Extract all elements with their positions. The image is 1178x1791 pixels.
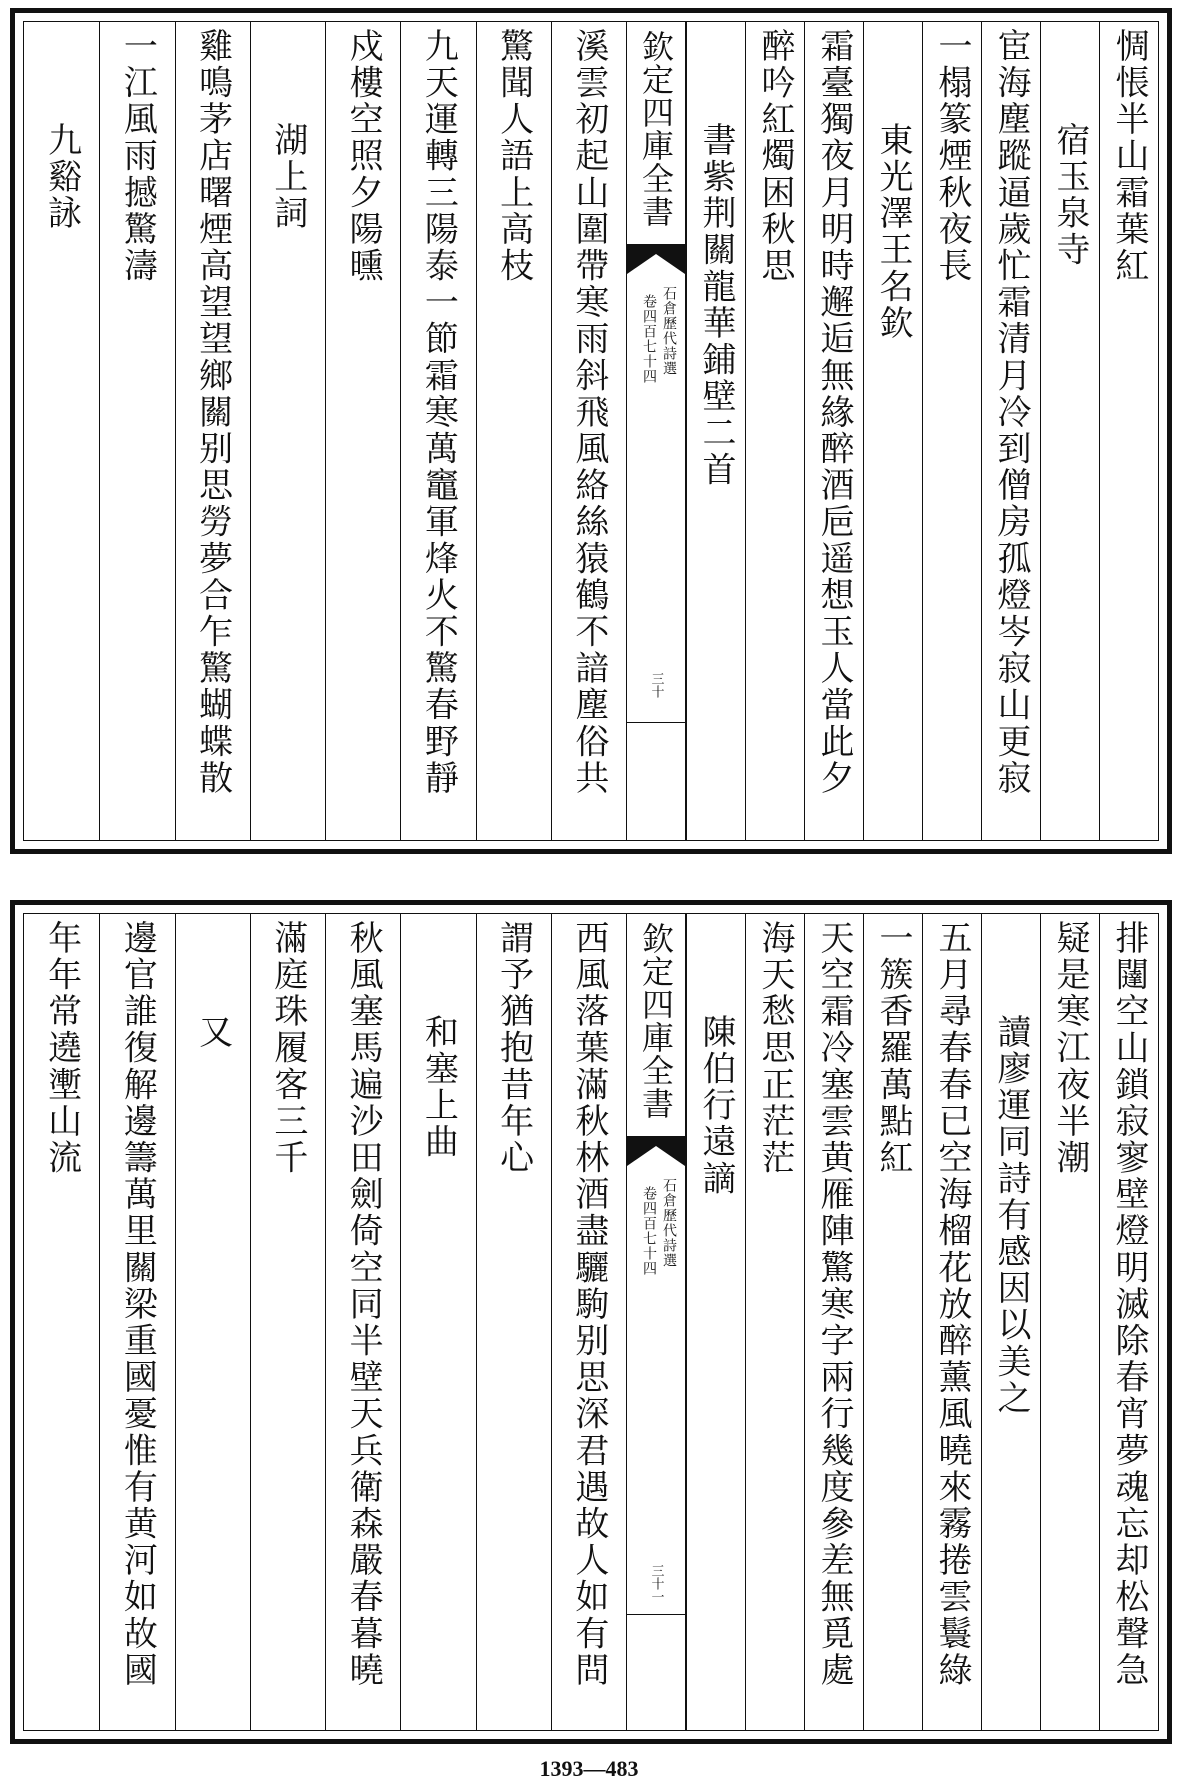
column-text: 一江風雨撼驚濤 bbox=[117, 28, 158, 285]
column-text: 滿庭珠履客三千 bbox=[267, 920, 308, 1177]
column-text: 雞鳴茅店曙煙高望望鄉關别思勞夢合乍驚蝴蝶散 bbox=[192, 28, 233, 797]
fishtail-mark-icon bbox=[627, 1136, 685, 1166]
text-column bbox=[99, 914, 174, 1730]
text-column bbox=[175, 914, 250, 1730]
text-column bbox=[175, 22, 250, 840]
text-column bbox=[686, 22, 745, 840]
top-page bbox=[10, 8, 1172, 854]
column-text: 和塞上曲 bbox=[418, 1014, 459, 1161]
text-column bbox=[99, 22, 174, 840]
text-column bbox=[400, 914, 475, 1730]
text-column bbox=[400, 22, 475, 840]
column-text: 戍樓空照夕陽曛 bbox=[343, 28, 384, 285]
column-text: 又 bbox=[192, 1014, 233, 1051]
column-text: 西風落葉滿秋林酒盡驪駒别思深君遇故人如有問 bbox=[568, 920, 609, 1689]
page-number: 三十 bbox=[648, 672, 664, 698]
book-title: 欽定四庫全書 bbox=[637, 30, 675, 228]
text-column bbox=[804, 22, 863, 840]
page-footer-number: 1393—483 bbox=[539, 1756, 639, 1781]
text-column bbox=[1099, 914, 1158, 1730]
column-text: 驚聞人語上高枝 bbox=[493, 28, 534, 285]
column-text: 醉吟紅燭困秋思 bbox=[755, 28, 795, 285]
column-text: 讀廖運同詩有感因以美之 bbox=[991, 1014, 1031, 1417]
column-text: 疑是寒江夜半潮 bbox=[1050, 920, 1090, 1177]
fishtail-center-column bbox=[626, 914, 686, 1730]
text-column bbox=[1040, 22, 1099, 840]
text-column bbox=[981, 914, 1040, 1730]
column-text: 九天運轉三陽泰一節霜寒萬竈軍烽火不驚春野靜 bbox=[418, 28, 459, 797]
column-text: 海天愁思正茫茫 bbox=[755, 920, 795, 1177]
column-text: 秋風塞馬遍沙田劍倚空同半壁天兵衛森嚴春暮曉 bbox=[343, 920, 384, 1689]
column-text: 邊官誰復解邊籌萬里關梁重國憂惟有黄河如故國 bbox=[117, 920, 158, 1689]
column-text: 排闥空山鎖寂寥壁燈明滅除春宵夢魂忘却松聲急 bbox=[1109, 920, 1149, 1689]
column-text: 惆悵半山霜葉紅 bbox=[1109, 28, 1149, 285]
column-text: 九谿詠 bbox=[41, 122, 82, 232]
column-text: 陳伯行遠謫 bbox=[696, 1014, 736, 1197]
text-column bbox=[863, 22, 922, 840]
collection-name: 石倉歷代詩選 bbox=[661, 286, 677, 376]
column-text: 宿玉泉寺 bbox=[1050, 122, 1090, 269]
column-text: 一榻篆煙秋夜長 bbox=[932, 28, 972, 285]
column-text: 溪雲初起山圍帶寒雨斜飛風絡絲猿鶴不諳塵俗共 bbox=[568, 28, 609, 797]
bottom-page bbox=[10, 900, 1172, 1744]
text-column bbox=[24, 914, 99, 1730]
text-column bbox=[325, 914, 400, 1730]
fishtail-center-column bbox=[626, 22, 686, 840]
text-column bbox=[551, 22, 626, 840]
text-column bbox=[686, 914, 745, 1730]
text-column bbox=[24, 22, 99, 840]
fishtail-mark-icon bbox=[627, 244, 685, 274]
column-text: 書紫荆關龍華鋪壁二首 bbox=[696, 122, 736, 488]
bottom-page-frame bbox=[23, 913, 1159, 1731]
center-rule bbox=[627, 1614, 685, 1615]
column-text: 天空霜冷塞雲黄雁陣驚寒字兩行幾度參差無覓處 bbox=[814, 920, 854, 1689]
column-text: 東光澤王名欽 bbox=[873, 122, 913, 342]
text-column bbox=[1040, 914, 1099, 1730]
book-title: 欽定四庫全書 bbox=[637, 922, 675, 1120]
center-rule bbox=[627, 722, 685, 723]
column-text: 謂予猶抱昔年心 bbox=[493, 920, 534, 1177]
top-page-frame bbox=[23, 21, 1159, 841]
column-text: 宦海塵蹤逼歲忙霜清月冷到僧房孤燈岑寂山更寂 bbox=[991, 28, 1031, 797]
text-column bbox=[863, 914, 922, 1730]
text-column bbox=[250, 914, 325, 1730]
text-column bbox=[1099, 22, 1158, 840]
text-column bbox=[745, 914, 804, 1730]
column-text: 五月尋春春已空海榴花放醉薰風曉來霧捲雲鬟綠 bbox=[932, 920, 972, 1689]
text-column bbox=[476, 914, 551, 1730]
column-text: 湖上詞 bbox=[267, 122, 308, 232]
collection-name: 石倉歷代詩選 bbox=[661, 1178, 677, 1268]
text-column bbox=[250, 22, 325, 840]
volume-number: 卷四百七十四 bbox=[641, 1186, 657, 1276]
text-column bbox=[981, 22, 1040, 840]
text-column bbox=[922, 914, 981, 1730]
text-column bbox=[476, 22, 551, 840]
column-text: 一簇香羅萬點紅 bbox=[873, 920, 913, 1177]
text-column bbox=[745, 22, 804, 840]
text-column bbox=[551, 914, 626, 1730]
volume-number: 卷四百七十四 bbox=[641, 294, 657, 384]
text-column bbox=[325, 22, 400, 840]
page-number: 三十一 bbox=[648, 1564, 664, 1603]
text-column bbox=[922, 22, 981, 840]
column-text: 年年常遶壍山流 bbox=[41, 920, 82, 1177]
text-column bbox=[804, 914, 863, 1730]
column-text: 霜臺獨夜月明時邂逅無緣醉酒巵遥想玉人當此夕 bbox=[814, 28, 854, 797]
